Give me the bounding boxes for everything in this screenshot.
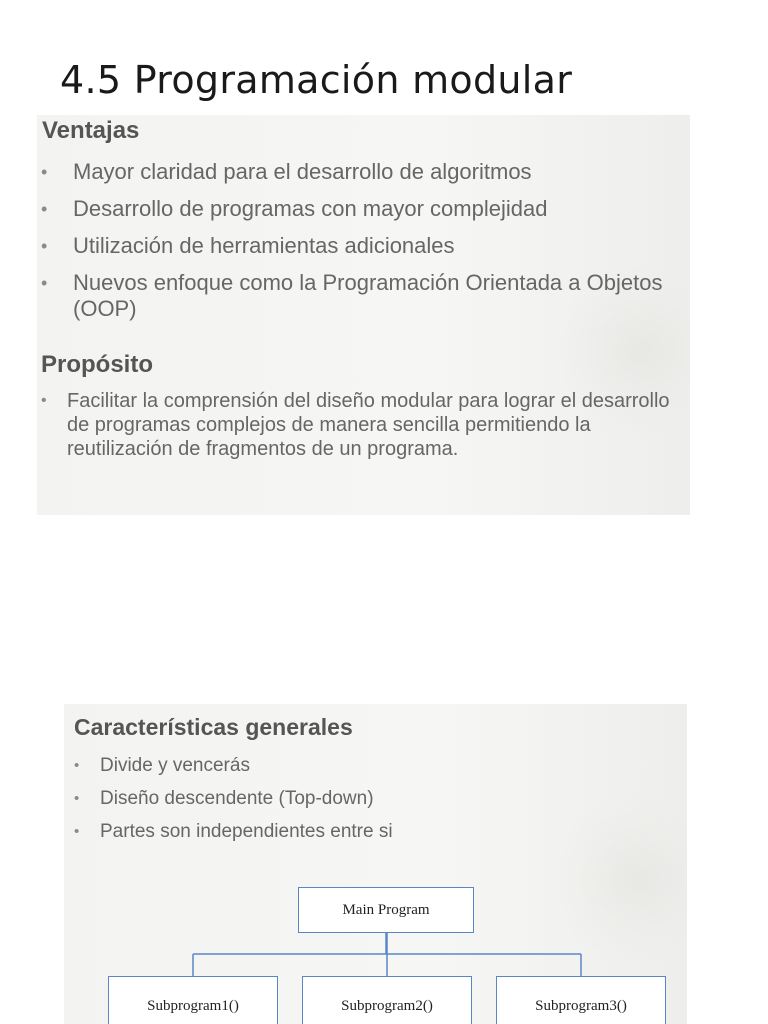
list-item: • Mayor claridad para el desarrollo de algoritmos [41, 159, 532, 184]
bullet-icon: • [74, 757, 80, 774]
caracteristicas-heading: Características generales [74, 714, 353, 740]
list-item: • Divide y vencerás [74, 755, 250, 776]
bullet-icon: • [41, 273, 48, 293]
main-program-box: Main Program [298, 887, 474, 933]
ventajas-heading: Ventajas [42, 117, 140, 144]
subprogram3-box: Subprogram3() [496, 976, 666, 1024]
slide-caracteristicas [64, 704, 687, 1024]
bullet-icon: • [74, 823, 80, 840]
list-item: • Nuevos enfoque como la Programación Orientada a Objetos (OOP) [41, 270, 663, 321]
bullet-icon: • [74, 790, 80, 807]
slide-ventajas-proposito [37, 115, 690, 515]
list-item: • Desarrollo de programas con mayor complejidad [41, 196, 548, 221]
list-item: • Diseño descendente (Top-down) [74, 788, 374, 809]
list-item: • Utilización de herramientas adicionales [41, 233, 455, 258]
page-title: 4.5 Programación modular [60, 58, 573, 102]
proposito-list [41, 389, 681, 461]
ventajas-list [41, 159, 686, 333]
list-item: • Facilitar la comprensión del diseño modular para lograr el desarrollo de programas complejos de manera sencilla permitiendo la reutilización de fragmentos de un programa. [41, 390, 670, 460]
list-item: • Partes son independientes entre si [74, 821, 393, 842]
bullet-icon: • [41, 162, 48, 182]
bullet-icon: • [41, 199, 48, 219]
proposito-heading: Propósito [41, 351, 153, 378]
subprogram2-box: Subprogram2() [302, 976, 472, 1024]
subprogram1-box: Subprogram1() [108, 976, 278, 1024]
bullet-icon: • [41, 392, 47, 409]
bullet-icon: • [41, 236, 48, 256]
